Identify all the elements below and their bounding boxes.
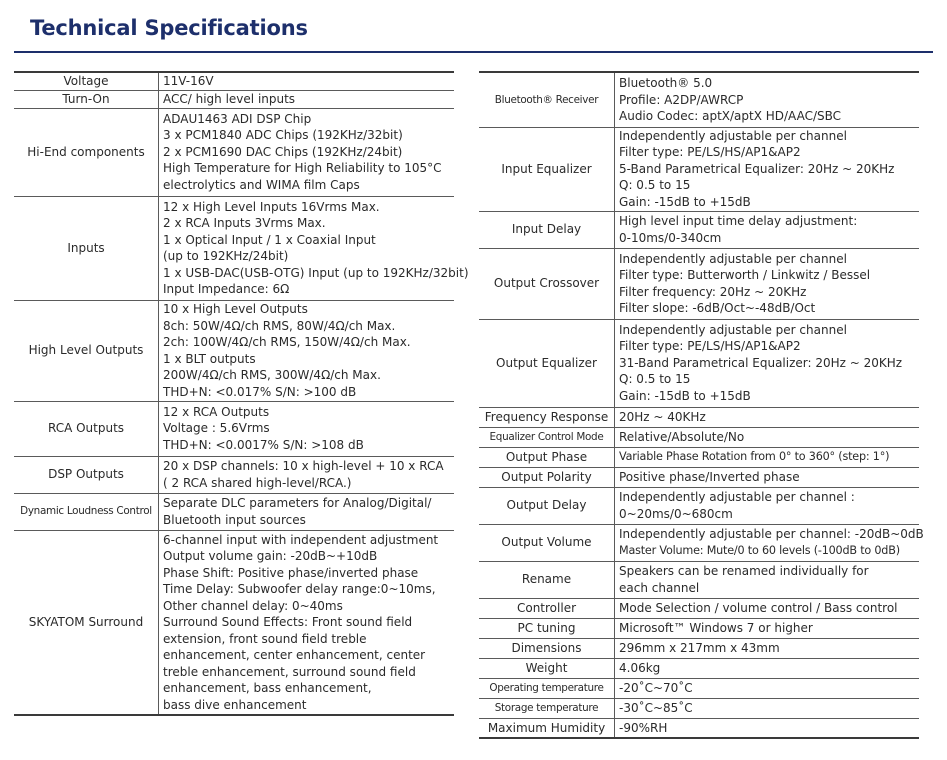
spec-value-line: Mode Selection / volume control / Bass control xyxy=(619,600,898,615)
left-spec-table xyxy=(14,71,469,716)
spec-value xyxy=(159,456,455,493)
spec-value-line: 2ch: 100W/4Ω/ch RMS, 150W/4Ω/ch Max. xyxy=(163,335,411,349)
title-underline xyxy=(14,51,933,53)
spec-value-line: Surround Sound Effects: Front sound field xyxy=(163,615,413,629)
spec-value-line: 1 x Optical Input / 1 x Coaxial Input xyxy=(163,232,376,247)
spec-label: PC tuning xyxy=(479,618,615,638)
spec-value-line: 4.06kg xyxy=(619,660,661,675)
spec-value-line: Master Volume: Mute/0 to 60 levels (-100dB to 0dB) xyxy=(619,543,900,557)
spec-row-maximum-humidity xyxy=(479,718,919,738)
spec-value-line: 12 x High Level Inputs 16Vrms Max. xyxy=(163,199,380,214)
spec-value-line: Phase Shift: Positive phase/inverted phase xyxy=(163,565,419,580)
spec-row-skyatom-surround xyxy=(14,530,454,715)
spec-label: Output Crossover xyxy=(479,248,615,319)
spec-value-line: 5-Band Parametrical Equalizer: 20Hz ~ 20KHz xyxy=(619,161,895,176)
spec-value-line: 8ch: 50W/4Ω/ch RMS, 80W/4Ω/ch Max. xyxy=(163,318,396,333)
spec-value-line: Microsoft™ Windows 7 or higher xyxy=(619,620,813,635)
spec-value xyxy=(615,658,920,678)
spec-label: Voltage xyxy=(14,72,159,90)
spec-value-line: Filter type: PE/LS/HS/AP1&AP2 xyxy=(619,145,801,160)
spec-row-dsp-outputs xyxy=(14,456,454,493)
spec-value xyxy=(615,211,920,248)
spec-row-output-equalizer xyxy=(479,319,919,407)
spec-value-line: Q: 0.5 to 15 xyxy=(619,178,691,193)
spec-label: Bluetooth® Receiver xyxy=(479,72,615,127)
spec-value-line: (up to 192KHz/24bit) xyxy=(163,249,289,263)
spec-row-output-volume xyxy=(479,524,919,561)
spec-value xyxy=(615,127,920,211)
spec-value-line: ADAU1463 ADI DSP Chip xyxy=(163,111,312,126)
spec-value-line: Gain: -15dB to +15dB xyxy=(619,194,751,209)
spec-value xyxy=(615,618,920,638)
spec-value-line: Independently adjustable per channel xyxy=(619,128,847,143)
spec-label: Output Polarity xyxy=(479,467,615,487)
spec-value-line: 3 x PCM1840 ADC Chips (192KHz/32bit) xyxy=(163,128,403,143)
spec-value-line: 296mm x 217mm x 43mm xyxy=(619,640,780,655)
spec-row-output-polarity xyxy=(479,467,919,487)
spec-value-line: Filter frequency: 20Hz ~ 20KHz xyxy=(619,284,807,299)
spec-label: Output Volume xyxy=(479,524,615,561)
spec-value-line: enhancement, bass enhancement, xyxy=(163,681,372,695)
spec-value xyxy=(159,401,455,456)
spec-value-line: -30˚C~85˚C xyxy=(619,700,693,715)
spec-value-line: 6-channel input with independent adjustment xyxy=(163,532,439,547)
spec-label: Inputs xyxy=(14,196,159,300)
spec-value-line: THD+N: <0.0017% S/N: >108 dB xyxy=(163,437,364,452)
spec-value-line: Filter type: PE/LS/HS/AP1&AP2 xyxy=(619,339,801,354)
spec-value xyxy=(615,72,920,127)
spec-label: SKYATOM Surround xyxy=(14,530,159,715)
spec-row-weight xyxy=(479,658,919,678)
spec-value-line: ACC/ high level inputs xyxy=(163,91,296,106)
spec-row-dimensions xyxy=(479,638,919,658)
spec-label: Output Equalizer xyxy=(479,319,615,407)
spec-value-line: each channel xyxy=(619,580,700,595)
spec-value-line: Bluetooth® 5.0 xyxy=(619,76,713,90)
spec-value-line: ( 2 RCA shared high-level/RCA.) xyxy=(163,475,352,490)
spec-value-line: THD+N: <0.017% S/N: >100 dB xyxy=(163,384,357,399)
spec-row-operating-temperature xyxy=(479,678,919,698)
spec-label: Weight xyxy=(479,658,615,678)
spec-value-line: Speakers can be renamed individually for xyxy=(619,564,869,578)
spec-row-output-delay xyxy=(479,487,919,524)
spec-value xyxy=(159,493,455,530)
spec-value-line: Filter slope: -6dB/Oct~-48dB/Oct xyxy=(619,301,816,315)
spec-value-line: Voltage : 5.6Vrms xyxy=(163,421,270,436)
spec-value-line: Filter type: Butterworth / Linkwitz / Bessel xyxy=(619,268,871,282)
spec-value-line: 1 x BLT outputs xyxy=(163,351,256,366)
spec-label: High Level Outputs xyxy=(14,300,159,401)
spec-label: Turn-On xyxy=(14,90,159,108)
spec-value-line: -20˚C~70˚C xyxy=(619,680,693,695)
spec-label: RCA Outputs xyxy=(14,401,159,456)
spec-row-voltage xyxy=(14,72,454,90)
spec-value xyxy=(615,248,920,319)
spec-row-controller xyxy=(479,598,919,618)
spec-row-inputs xyxy=(14,196,454,300)
spec-value xyxy=(159,108,455,196)
spec-value-line: -90%RH xyxy=(619,720,668,735)
spec-row-turn-on xyxy=(14,90,454,108)
spec-row-frequency-response xyxy=(479,407,919,427)
spec-label: Hi-End components xyxy=(14,108,159,196)
spec-value-line: Independently adjustable per channel xyxy=(619,251,847,266)
spec-row-input-delay xyxy=(479,211,919,248)
spec-label: Maximum Humidity xyxy=(479,718,615,738)
spec-label: Input Equalizer xyxy=(479,127,615,211)
spec-value-line: electrolytics and WIMA film Caps xyxy=(163,177,360,192)
spec-row-output-phase xyxy=(479,447,919,467)
spec-value-line: 200W/4Ω/ch RMS, 300W/4Ω/ch Max. xyxy=(163,368,381,382)
spec-value xyxy=(615,561,920,598)
spec-value-line: Audio Codec: aptX/aptX HD/AAC/SBC xyxy=(619,109,842,123)
spec-value-line: Relative/Absolute/No xyxy=(619,429,745,444)
spec-label: Input Delay xyxy=(479,211,615,248)
spec-label: Storage temperature xyxy=(479,698,615,718)
spec-value xyxy=(615,319,920,407)
spec-label: Operating temperature xyxy=(479,678,615,698)
spec-value-line: 20 x DSP channels: 10 x high-level + 10 x RCA xyxy=(163,459,444,473)
spec-value xyxy=(615,718,920,738)
spec-value-line: Q: 0.5 to 15 xyxy=(619,372,691,387)
spec-label: Equalizer Control Mode xyxy=(479,427,615,447)
spec-row-storage-temperature xyxy=(479,698,919,718)
spec-value-line: bass dive enhancement xyxy=(163,697,307,712)
spec-value xyxy=(159,196,469,300)
spec-value xyxy=(615,447,920,467)
spec-value-line: 10 x High Level Outputs xyxy=(163,302,308,316)
spec-value xyxy=(615,524,924,561)
spec-row-high-level-outputs xyxy=(14,300,454,401)
spec-value-line: treble enhancement, surround sound field xyxy=(163,664,416,679)
spec-value-line: 0-10ms/0-340cm xyxy=(619,230,722,245)
spec-value-line: Time Delay: Subwoofer delay range:0~10ms, xyxy=(163,582,436,596)
right-spec-table xyxy=(479,71,924,739)
spec-label: Rename xyxy=(479,561,615,598)
spec-row-input-equalizer xyxy=(479,127,919,211)
spec-value-line: Independently adjustable per channel: -20dB~0dB xyxy=(619,527,924,541)
page-title: Technical Specifications xyxy=(30,16,308,40)
spec-value-line: extension, front sound field treble xyxy=(163,631,367,646)
spec-value xyxy=(159,90,455,108)
spec-value-line: Input Impedance: 6Ω xyxy=(163,282,290,296)
spec-value xyxy=(615,598,920,618)
spec-row-pc-tuning xyxy=(479,618,919,638)
spec-value xyxy=(615,407,920,427)
spec-label: Output Phase xyxy=(479,447,615,467)
spec-label: Output Delay xyxy=(479,487,615,524)
spec-value-line: 20Hz ~ 40KHz xyxy=(619,409,706,424)
spec-row-bluetooth-receiver xyxy=(479,72,919,127)
spec-row-output-crossover xyxy=(479,248,919,319)
spec-value-line: 0~20ms/0~680cm xyxy=(619,506,733,521)
spec-value-line: Separate DLC parameters for Analog/Digital/ xyxy=(163,496,432,510)
spec-value xyxy=(615,467,920,487)
spec-value-line: enhancement, center enhancement, center xyxy=(163,648,426,662)
spec-value xyxy=(615,678,920,698)
spec-value xyxy=(615,427,920,447)
spec-label: Controller xyxy=(479,598,615,618)
spec-value xyxy=(615,698,920,718)
spec-row-dynamic-loudness-control xyxy=(14,493,454,530)
spec-row-rename xyxy=(479,561,919,598)
spec-label: Dynamic Loudness Control xyxy=(14,493,159,530)
spec-value-line: Bluetooth input sources xyxy=(163,512,306,527)
spec-value-line: 2 x RCA Inputs 3Vrms Max. xyxy=(163,216,326,230)
spec-label: Dimensions xyxy=(479,638,615,658)
spec-value-line: Variable Phase Rotation from 0° to 360° (step: 1°) xyxy=(619,449,890,463)
spec-value-line: Other channel delay: 0~40ms xyxy=(163,598,343,613)
spec-value xyxy=(159,530,455,715)
spec-value-line: Independently adjustable per channel xyxy=(619,322,847,337)
spec-value xyxy=(159,72,455,90)
spec-label: Frequency Response xyxy=(479,407,615,427)
spec-value-line: 12 x RCA Outputs xyxy=(163,404,270,419)
spec-value-line: 1 x USB-DAC(USB-OTG) Input (up to 192KHz/32bit) xyxy=(163,265,469,280)
spec-value xyxy=(159,300,455,401)
spec-value-line: Profile: A2DP/AWRCP xyxy=(619,92,744,107)
spec-row-equalizer-control-mode xyxy=(479,427,919,447)
spec-value xyxy=(615,487,920,524)
spec-value-line: Output volume gain: -20dB~+10dB xyxy=(163,549,378,563)
spec-value xyxy=(615,638,920,658)
spec-row-rca-outputs xyxy=(14,401,454,456)
spec-value-line: Gain: -15dB to +15dB xyxy=(619,388,751,403)
spec-value-line: Positive phase/Inverted phase xyxy=(619,469,800,484)
spec-value-line: 31-Band Parametrical Equalizer: 20Hz ~ 20KHz xyxy=(619,355,903,370)
spec-value-line: 11V-16V xyxy=(163,74,214,88)
spec-value-line: 2 x PCM1690 DAC Chips (192KHz/24bit) xyxy=(163,144,403,159)
spec-value-line: High Temperature for High Reliability to 105°C xyxy=(163,161,442,176)
spec-label: DSP Outputs xyxy=(14,456,159,493)
spec-value-line: Independently adjustable per channel : xyxy=(619,490,855,504)
spec-row-hi-end-components xyxy=(14,108,454,196)
spec-value-line: High level input time delay adjustment: xyxy=(619,214,858,228)
